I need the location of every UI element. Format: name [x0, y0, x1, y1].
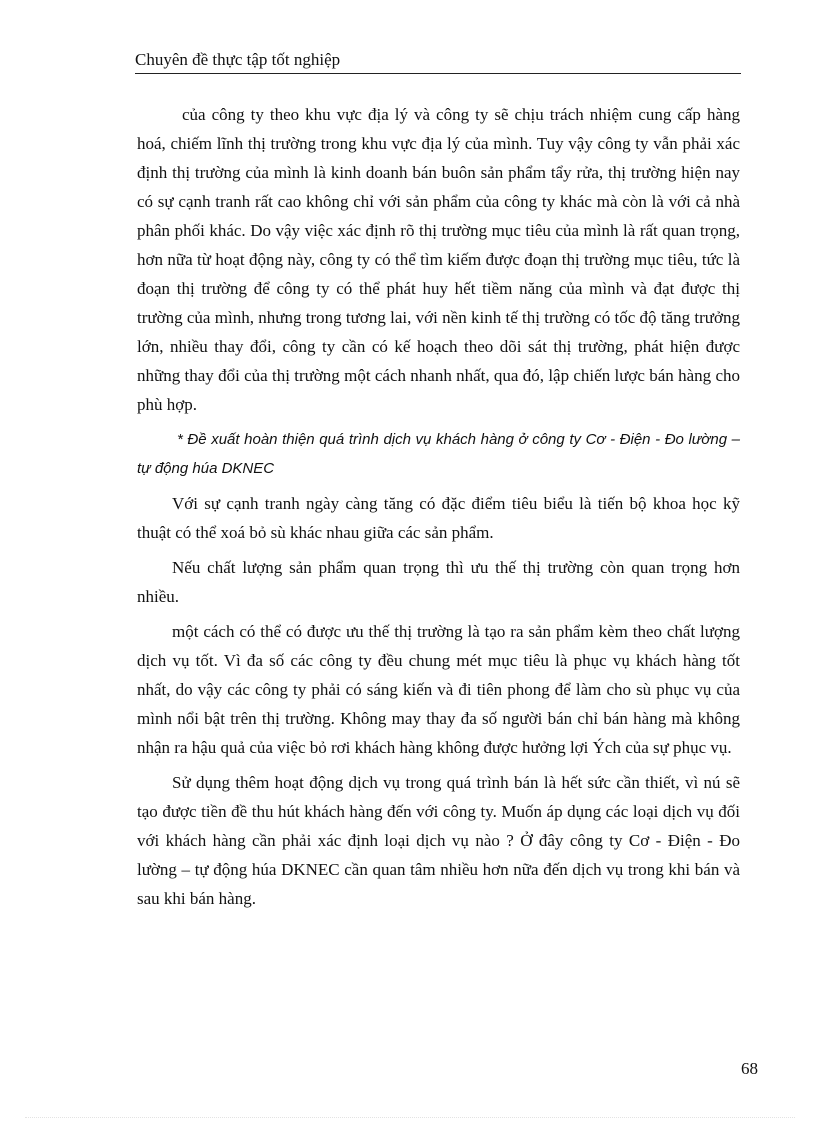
page-number: 68 — [741, 1059, 758, 1078]
paragraph-quality: Nếu chất lượng sản phẩm quan trọng thì ưu thế thị trường còn quan trọng hơn nhiều. — [137, 558, 740, 606]
paragraph-market-advantage: một cách có thể có được ưu thế thị trường là tạo ra sản phẩm kèm theo chất lượng dịch vụ tốt. Vì đa số các công ty đều chung mét mục tiêu là phục vụ khách hàng tốt nhất, do vậy các công ty phải có sáng kiến và đi tiên phong để làm cho sù phục vụ của mình nổi bật trên thị trường. Không may thay đa số người bán chỉ bán hàng mà không nhận ra hậu quả của việc bỏ rơi khách hàng không được hưởng lợi Ých của sự phục vụ. — [137, 622, 740, 757]
paragraph-market-strategy: của công ty theo khu vực địa lý và công ty sẽ chịu trách nhiệm cung cấp hàng hoá, chiếm lĩnh thị trường trong khu vực địa lý của mình. Tuy vậy công ty vẫn phải xác định thị trường của mình là kinh doanh bán buôn sản phẩm tẩy rửa, thị trường hiện nay có sự cạnh tranh rất cao không chỉ với sản phẩm của công ty khác mà còn là với cả nhà phân phối khác. Do vậy việc xác định rõ thị trường mục tiêu của mình là rất quan trọng, hơn nữa từ hoạt động này, công ty có thể tìm kiếm được đoạn thị trường mục tiêu, tức là đoạn thị trường để công ty có thể phát huy hết tiềm năng của mình và đạt được thị trường của mình, nhưng trong tương lai, với nền kinh tế thị trường có tốc độ tăng trưởng lớn, nhiều thay đổi, công ty cần có kế hoạch theo dõi sát thị trường, phát hiện được những thay đổi của thị trường một cách nhanh nhất, qua đó, lập chiến lược bán hàng cho phù hợp. — [137, 105, 740, 414]
page-header — [135, 48, 741, 74]
section-heading-customer-service: * Đề xuất hoàn thiện quá trình dịch vụ khách hàng ở công ty Cơ - Điện - Đo lường – tự động húa DKNEC — [137, 431, 740, 477]
header-title: Chuyên đề thực tập tốt nghiệp — [135, 50, 341, 69]
body-text — [137, 100, 740, 919]
paragraph-competition: Với sự cạnh tranh ngày càng tăng có đặc điểm tiêu biểu là tiến bộ khoa học kỹ thuật có thể xoá bỏ sù khác nhau giữa các sản phẩm. — [137, 494, 740, 542]
paragraph-service-activities: Sử dụng thêm hoạt động dịch vụ trong quá trình bán là hết sức cần thiết, vì nú sẽ tạo được tiền đề thu hút khách hàng đến với công ty. Muốn áp dụng các loại dịch vụ đối với khách hàng cần phải xác định loại dịch vụ nào ? Ở đây công ty Cơ - Điện - Đo lường – tự động húa DKNEC cần quan tâm nhiều hơn nữa đến dịch vụ trong khi bán và sau khi bán hàng. — [137, 773, 740, 908]
footer-divider — [25, 1117, 795, 1118]
